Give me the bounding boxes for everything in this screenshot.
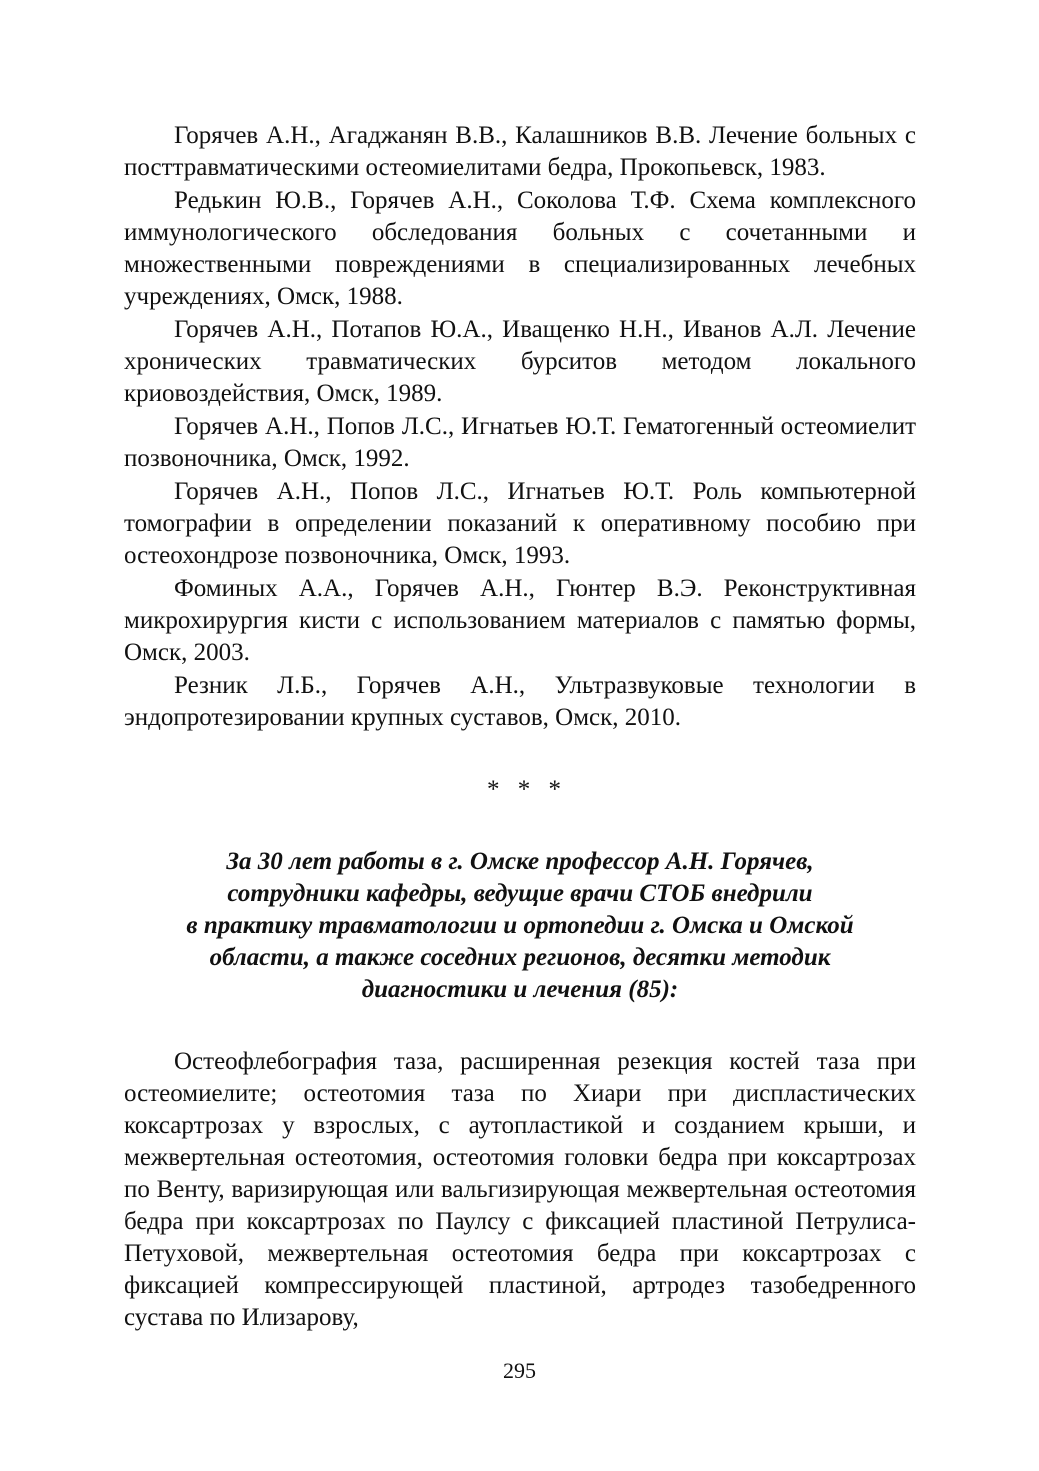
reference-item: Горячев А.Н., Попов Л.С., Игнатьев Ю.Т. Роль компьютерной томографии в определении показаний к оперативному пособию при остеохондрозе позвоночника, Омск, 1993. bbox=[124, 478, 916, 569]
section-separator: * * * bbox=[487, 776, 567, 803]
reference-item: Горячев А.Н., Потапов Ю.А., Иващенко Н.Н., Иванов А.Л. Лечение хронических травматических бурситов методом локального криовоздействия, Омск, 1989. bbox=[124, 316, 916, 407]
page-number: 295 bbox=[503, 1358, 536, 1383]
reference-item: Горячев А.Н., Агаджанян В.В., Калашников В.В. Лечение больных с посттравматическими остеомиелитами бедра, Прокопьевск, 1983. bbox=[124, 122, 916, 181]
heading-line: диагностики и лечения (85): bbox=[361, 976, 679, 1003]
heading-line: За 30 лет работы в г. Омске профессор А.Н. Горячев, bbox=[226, 848, 814, 875]
reference-list bbox=[124, 120, 916, 734]
section-heading bbox=[124, 846, 916, 1006]
reference-item: Редькин Ю.В., Горячев А.Н., Соколова Т.Ф. Схема комплексного иммунологического обследования больных с сочетанными и множественными повреждениями в специализированных лечебных учреждениях, Омск, 1988. bbox=[124, 187, 916, 310]
heading-line: области, а также соседних регионов, десятки методик bbox=[209, 944, 831, 971]
reference-item: Резник Л.Б., Горячев А.Н., Ультразвуковые технологии в эндопротезировании крупных суставов, Омск, 2010. bbox=[124, 672, 916, 731]
reference-item: Фоминых А.А., Горячев А.Н., Гюнтер В.Э. Реконструктивная микрохирургия кисти с использованием материалов с памятью формы, Омск, 2003. bbox=[124, 575, 916, 666]
page-content bbox=[124, 120, 916, 1334]
reference-item: Горячев А.Н., Попов Л.С., Игнатьев Ю.Т. Гематогенный остеомиелит позвоночника, Омск, 1992. bbox=[124, 413, 916, 472]
heading-line: сотрудники кафедры, ведущие врачи СТОБ внедрили bbox=[227, 880, 813, 907]
body-paragraph: Остеофлебография таза, расширенная резекция костей таза при остеомиелите; остеотомия таза по Хиари при диспластических коксартрозах у взрослых, с аутопластикой и созданием крыши, и межвертельная остеотомия, остеотомия головки бедра при коксартрозах по Венту, варизирующая или вальгизирующая межвертельная остеотомия бедра при коксартрозах по Паулсу с фиксацией пластиной Петрулиса-Петуховой, межвертельная остеотомия бедра при коксартрозах с фиксацией компрессирующей пластиной, артродез тазобедренного сустава по Илизарову, bbox=[124, 1048, 916, 1331]
heading-line: в практику травматологии и ортопедии г. Омска и Омской bbox=[186, 912, 854, 939]
